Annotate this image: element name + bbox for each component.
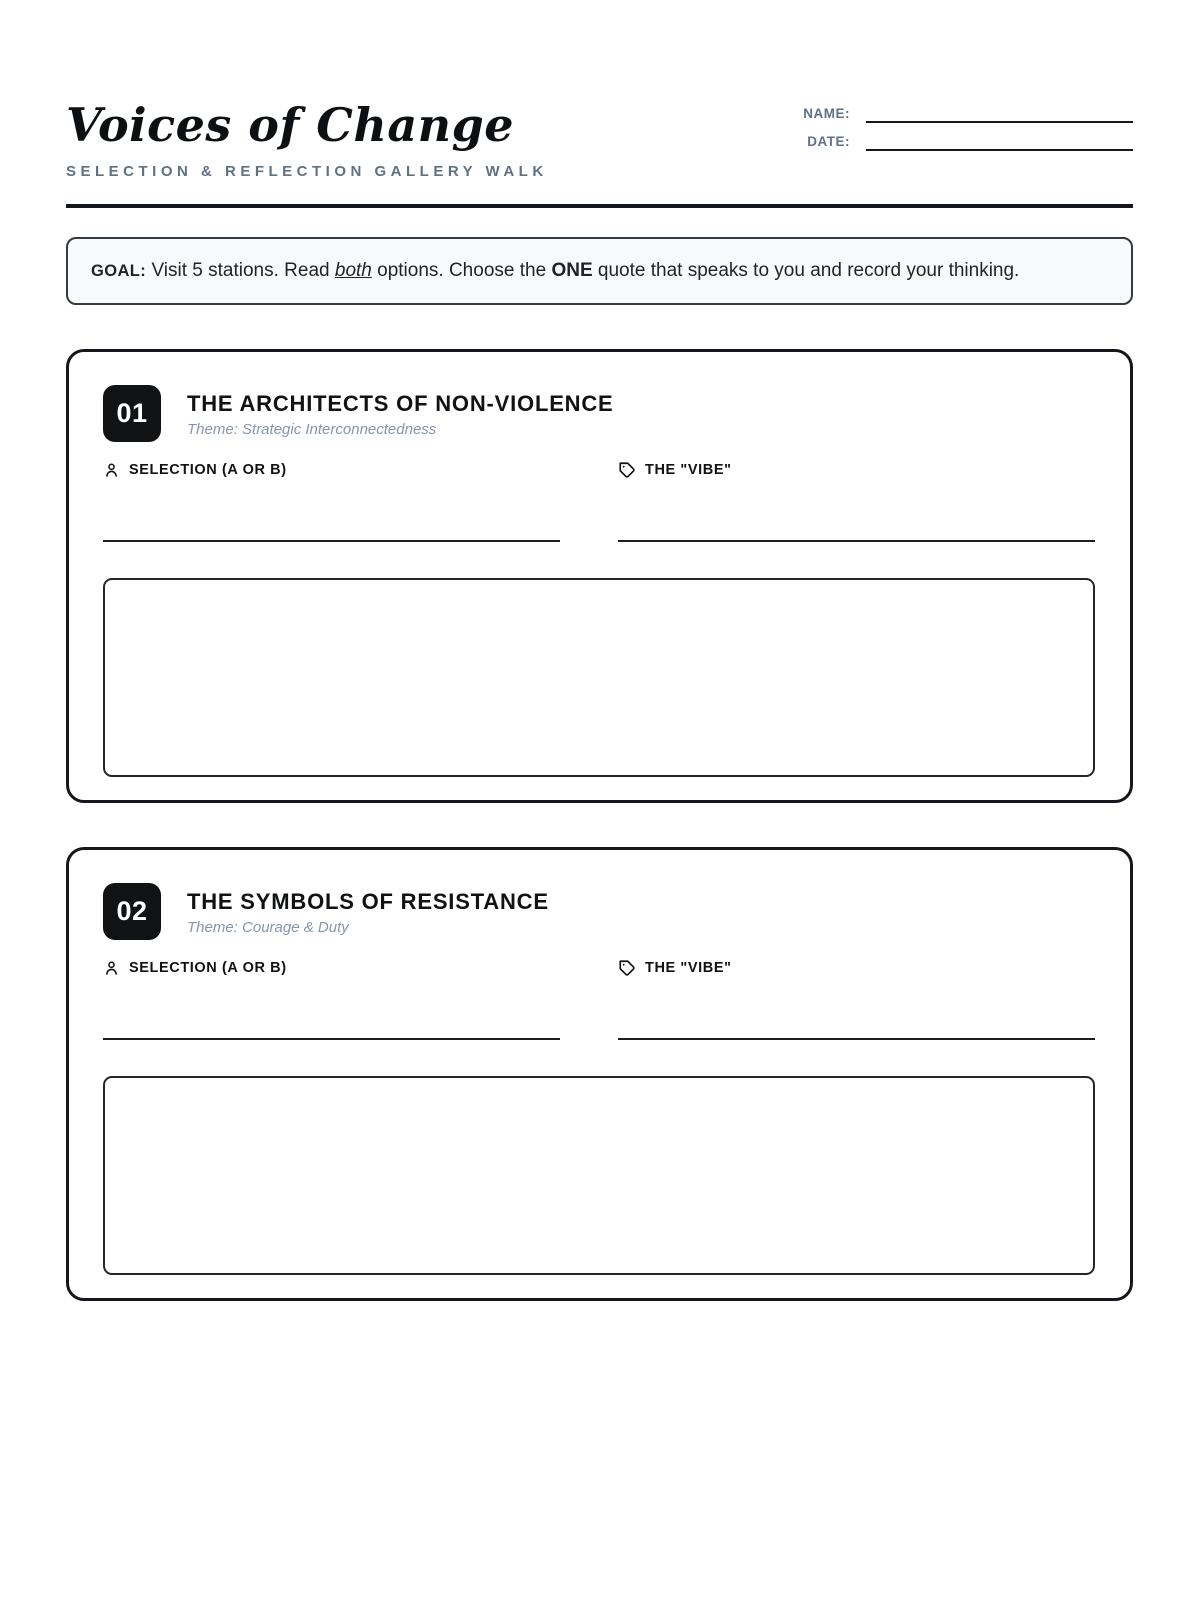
page-title: Voices of Change: [66, 98, 515, 152]
station-1-fields: [103, 461, 1095, 542]
header: [66, 98, 1133, 180]
station-2-vibe-label-row: [618, 959, 1095, 977]
goal-label: GOAL:: [91, 261, 147, 280]
station-1-vibe-field: [618, 461, 1095, 542]
name-date-block: [788, 98, 1133, 162]
station-1-selection-label: SELECTION (A OR B): [129, 462, 287, 479]
page-subtitle: SELECTION & REFLECTION GALLERY WALK: [66, 162, 548, 180]
station-2-selection-label: SELECTION (A OR B): [129, 960, 287, 977]
date-label: DATE:: [807, 134, 850, 149]
station-1-response-box[interactable]: [103, 578, 1095, 777]
station-1-selection-label-row: [103, 461, 560, 479]
station-2-title: THE SYMBOLS OF RESISTANCE: [187, 889, 549, 915]
person-icon: [103, 461, 120, 479]
station-1-titles: [187, 385, 614, 438]
date-input-line[interactable]: [866, 149, 1133, 151]
station-2-titles: [187, 883, 549, 936]
date-row: [788, 134, 1133, 151]
name-row: [788, 106, 1133, 123]
station-2-response-box[interactable]: [103, 1076, 1095, 1275]
station-2-selection-input-line[interactable]: [103, 1038, 560, 1040]
station-2-selection-label-row: [103, 959, 560, 977]
station-1-vibe-label: THE "VIBE": [645, 462, 732, 479]
goal-text-1: Visit 5 stations. Read: [146, 259, 335, 281]
station-1-vibe-label-row: [618, 461, 1095, 479]
station-card-2: [66, 847, 1133, 1301]
station-1-header: [103, 385, 1095, 442]
station-1-selection-field: [103, 461, 560, 542]
name-input-line[interactable]: [866, 121, 1133, 123]
header-divider: [66, 204, 1133, 208]
station-1-title: THE ARCHITECTS OF NON-VIOLENCE: [187, 391, 614, 417]
station-1-number-badge: 01: [103, 385, 161, 442]
station-2-vibe-label: THE "VIBE": [645, 960, 732, 977]
goal-both-emphasis: both: [334, 259, 372, 281]
tag-icon: [618, 461, 636, 479]
station-2-theme: Theme: Courage & Duty: [187, 919, 349, 937]
goal-one-emphasis: ONE: [551, 259, 593, 281]
station-2-vibe-field: [618, 959, 1095, 1040]
person-icon: [103, 959, 120, 977]
goal-box: [66, 237, 1133, 305]
station-card-1: [66, 349, 1133, 803]
tag-icon: [618, 959, 636, 977]
station-2-vibe-input-line[interactable]: [618, 1038, 1095, 1040]
name-label: NAME:: [803, 106, 850, 121]
station-2-header: [103, 883, 1095, 940]
station-2-fields: [103, 959, 1095, 1040]
station-2-selection-field: [103, 959, 560, 1040]
station-1-theme: Theme: Strategic Interconnectedness: [187, 421, 437, 439]
title-block: [66, 98, 548, 180]
station-1-selection-input-line[interactable]: [103, 540, 560, 542]
station-2-number-badge: 02: [103, 883, 161, 940]
station-1-vibe-input-line[interactable]: [618, 540, 1095, 542]
goal-text-2: options. Choose the: [371, 259, 552, 281]
goal-text-3: quote that speaks to you and record your thinking.: [592, 259, 1020, 281]
